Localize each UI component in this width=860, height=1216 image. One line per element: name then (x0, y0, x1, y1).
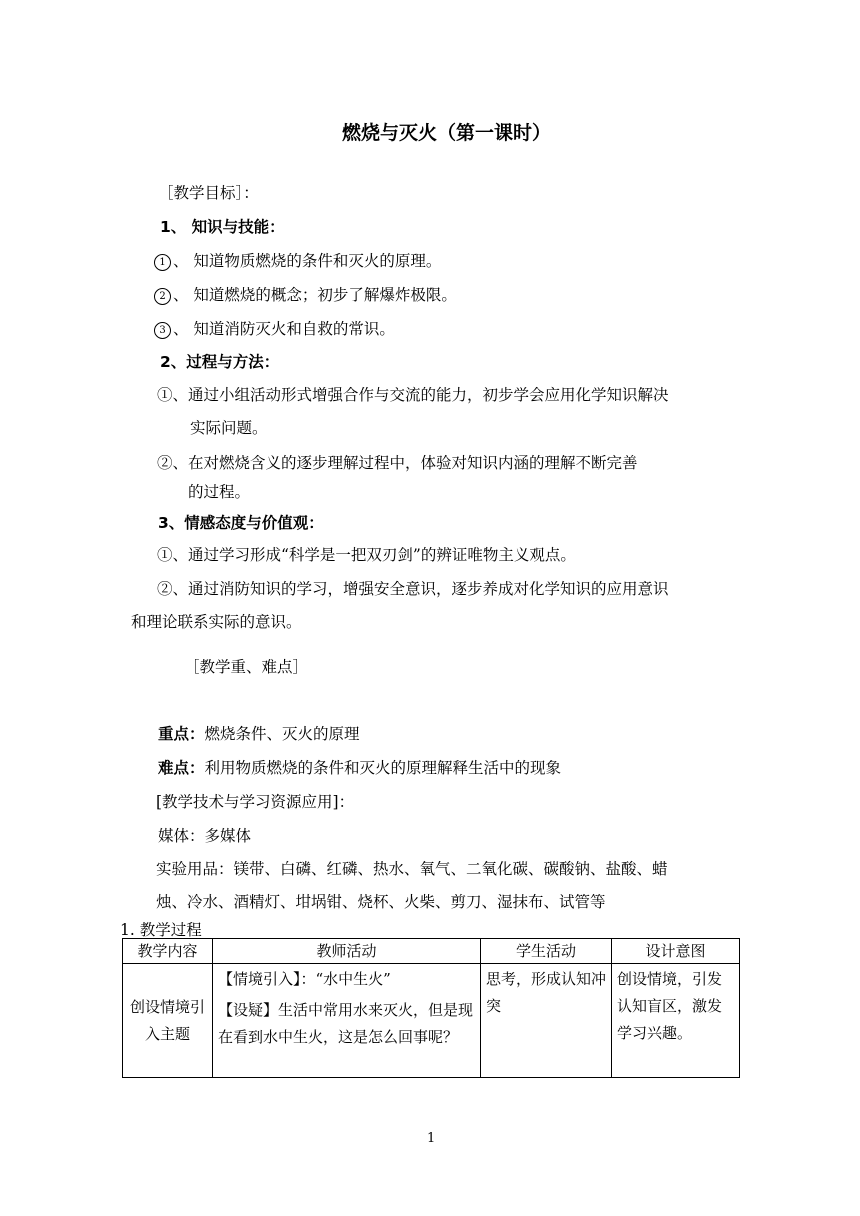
knowledge-item-text: 、 知道燃烧的概念；初步了解爆炸极限。 (173, 286, 457, 304)
title-main: 燃烧与灭火 (342, 122, 438, 144)
teacher-activity-line-2: 【设疑】生活中常用水来灭火，但是现在看到水中生火，这是怎么回事呢？ (218, 1001, 474, 1046)
process-method-heading: 2、过程与方法： (160, 353, 280, 371)
key-difficulty-heading: ［教学重、难点］ (184, 658, 309, 676)
title-suffix: （第一课时） (437, 122, 552, 144)
difficulty-text: 利用物质燃烧的条件和灭火的原理解释生活中的现象 (204, 759, 562, 777)
difficulty-label: 难点： (158, 759, 205, 777)
knowledge-item-text: 、 知道消防灭火和自救的常识。 (173, 320, 395, 338)
supplies-line-2: 烛、冷水、酒精灯、坩埚钳、烧杯、火柴、剪刀、湿抹布、试管等 (156, 893, 606, 911)
knowledge-skills-heading: 1、 知识与技能： (160, 218, 285, 236)
student-activity-cell: 思考，形成认知冲突 (481, 964, 612, 1078)
knowledge-item-3 (154, 317, 395, 339)
focus-text: 燃烧条件、灭火的原理 (204, 725, 360, 743)
knowledge-item-text: 、 知道物质燃烧的条件和灭火的原理。 (173, 252, 442, 270)
table-row (123, 964, 740, 1078)
teacher-activity-cell (213, 964, 481, 1078)
page-number: 1 (427, 1131, 436, 1146)
process-item-1-line-2: 实际问题。 (190, 419, 268, 437)
circled-number: 1 (154, 254, 171, 271)
attitude-values-heading: 3、情感态度与价值观： (158, 514, 324, 532)
process-item-2-line-1: ②、在对燃烧含义的逐步理解过程中，体验对知识内涵的理解不断完善 (157, 454, 638, 472)
process-item-1-line-1: ①、通过小组活动形式增强合作与交流的能力，初步学会应用化学知识解决 (157, 386, 669, 404)
column-header: 学生活动 (481, 939, 612, 964)
attitude-item-2-line-1: ②、通过消防知识的学习，增强安全意识，逐步养成对化学知识的应用意识 (157, 580, 669, 598)
column-header: 教学内容 (123, 939, 213, 964)
media-line: 媒体：多媒体 (158, 827, 252, 845)
table-header-row (123, 939, 740, 964)
attitude-item-1: ①、通过学习形成“科学是一把双刃剑”的辨证唯物主义观点。 (157, 546, 576, 564)
knowledge-item-1 (154, 249, 441, 271)
process-heading: 1. 教学过程 (120, 921, 202, 939)
design-intent-cell: 创设情境，引发认知盲区，激发学习兴趣。 (612, 964, 740, 1078)
teacher-activity-line-1: 【情境引入】：“水中生火” (218, 970, 391, 988)
document-title (342, 118, 551, 145)
circled-number: 2 (154, 288, 171, 305)
attitude-item-2-line-2: 和理论联系实际的意识。 (131, 613, 302, 631)
focus-line (158, 722, 360, 744)
content-cell: 创设情境引入主题 (123, 964, 213, 1078)
resources-heading: [教学技术与学习资源应用]： (156, 793, 355, 811)
process-item-2-line-2: 的过程。 (188, 483, 251, 501)
column-header: 教师活动 (213, 939, 481, 964)
teaching-process-table (122, 938, 740, 1078)
supplies-line-1: 实验用品：镁带、白磷、红磷、热水、氧气、二氧化碳、碳酸钠、盐酸、蜡 (156, 860, 668, 878)
difficulty-line (158, 756, 561, 778)
focus-label: 重点： (158, 725, 205, 743)
knowledge-item-2 (154, 283, 457, 305)
goals-heading: ［教学目标］： (158, 184, 259, 202)
column-header: 设计意图 (612, 939, 740, 964)
circled-number: 3 (154, 322, 171, 339)
